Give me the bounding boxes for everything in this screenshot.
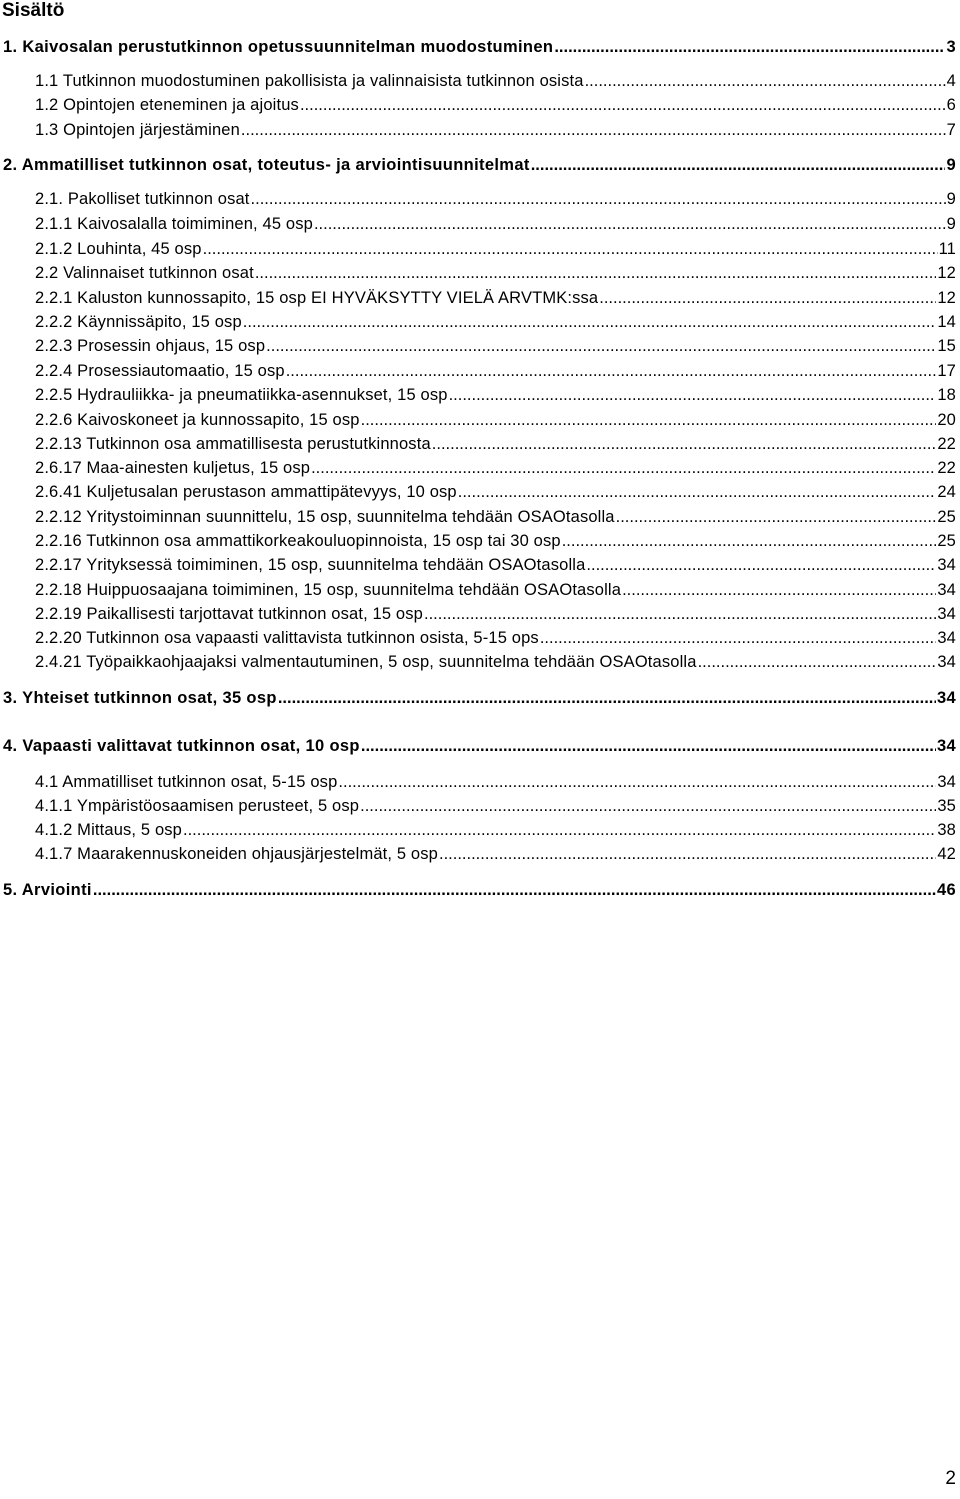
toc-dot-leader (314, 213, 946, 235)
toc-entry[interactable] (0, 262, 960, 284)
toc-entry-page: 11 (938, 240, 956, 258)
toc-entry-title: 4. Vapaasti valittavat tutkinnon osat, 10 osp (3, 737, 360, 755)
toc-entry-title: 3. Yhteiset tutkinnon osat, 35 osp (3, 689, 277, 707)
toc-entry-title: 1.2 Opintojen eteneminen ja ajoitus (35, 96, 299, 114)
toc-entry[interactable] (0, 530, 960, 552)
toc-entry-page: 42 (937, 845, 956, 863)
toc-entry-title: 2.2.16 Tutkinnon osa ammattikorkeakouluopinnoista, 15 osp tai 30 osp (35, 532, 561, 550)
toc-dot-leader (203, 238, 938, 260)
toc-entry-title: 2.2.2 Käynnissäpito, 15 osp (35, 313, 242, 331)
toc-entry[interactable] (0, 360, 960, 382)
toc-dot-leader (585, 70, 946, 92)
toc-entry-page: 9 (946, 215, 956, 233)
toc-entry-page: 7 (946, 121, 956, 139)
toc-entry-title: 5. Arviointi (3, 881, 92, 899)
toc-entry-title: 4.1 Ammatilliset tutkinnon osat, 5-15 osp (35, 773, 338, 791)
toc-entry[interactable] (0, 735, 960, 757)
toc-dot-leader (286, 360, 937, 382)
toc-dot-leader (251, 188, 946, 210)
toc-dot-leader (311, 457, 936, 479)
toc-entry[interactable] (0, 335, 960, 357)
toc-entry[interactable] (0, 213, 960, 235)
toc-entry-title: 1.3 Opintojen järjestäminen (35, 121, 240, 139)
toc-entry-page: 34 (936, 689, 956, 707)
toc-dot-leader (616, 506, 937, 528)
toc-dot-leader (586, 554, 936, 576)
toc-dot-leader (361, 735, 936, 757)
toc-entry[interactable] (0, 433, 960, 455)
toc-entry[interactable] (0, 843, 960, 865)
toc-dot-leader (243, 311, 937, 333)
toc-dot-leader (266, 335, 936, 357)
toc-entry-page: 34 (936, 737, 956, 755)
toc-entry-title: 2.2.5 Hydrauliikka- ja pneumatiikka-asennukset, 15 osp (35, 386, 448, 404)
toc-entry-page: 34 (937, 605, 956, 623)
toc-entry-title: 2.1. Pakolliset tutkinnon osat (35, 190, 250, 208)
toc-entry-page: 35 (937, 797, 956, 815)
toc-dot-leader (300, 94, 946, 116)
toc-entry[interactable] (0, 687, 960, 709)
toc-dot-leader (255, 262, 937, 284)
toc-entry-title: 2.2.1 Kaluston kunnossapito, 15 osp EI HYVÄKSYTTY VIELÄ ARVTMK:ssa (35, 289, 599, 307)
toc-entry-page: 24 (937, 483, 956, 501)
toc-entry[interactable] (0, 36, 960, 58)
toc-entry[interactable] (0, 554, 960, 576)
toc-entry-title: 2.4.21 Työpaikkaohjaajaksi valmentautuminen, 5 osp, suunnitelma tehdään OSAOtasolla (35, 653, 697, 671)
toc-dot-leader (278, 687, 936, 709)
toc-dot-leader (449, 384, 937, 406)
toc-entry-title: 2.1.1 Kaivosalalla toimiminen, 45 osp (35, 215, 313, 233)
toc-entry-title: 1.1 Tutkinnon muodostuminen pakollisista ja valinnaisista tutkinnon osista (35, 72, 584, 90)
toc-entry-title: 4.1.7 Maarakennuskoneiden ohjausjärjestelmät, 5 osp (35, 845, 438, 863)
toc-entry-page: 25 (937, 508, 956, 526)
toc-entry[interactable] (0, 819, 960, 841)
toc-dot-leader (554, 36, 945, 58)
toc-entry[interactable] (0, 384, 960, 406)
toc-entry-title: 2.6.17 Maa-ainesten kuljetus, 15 osp (35, 459, 311, 477)
toc-dot-leader (183, 819, 936, 841)
toc-entry[interactable] (0, 651, 960, 673)
toc-entry-title: 2.1.2 Louhinta, 45 osp (35, 240, 202, 258)
toc-entry[interactable] (0, 70, 960, 92)
toc-entry-title: 4.1.1 Ympäristöosaamisen perusteet, 5 osp (35, 797, 360, 815)
toc-entry-title: 2.2.4 Prosessiautomaatio, 15 osp (35, 362, 285, 380)
page-number: 2 (945, 1468, 956, 1489)
toc-entry[interactable] (0, 154, 960, 176)
toc-dot-leader (361, 409, 937, 431)
toc-entry-page: 18 (937, 386, 956, 404)
toc-entry-page: 20 (937, 411, 956, 429)
toc-entry[interactable] (0, 311, 960, 333)
toc-entry-page: 4 (946, 72, 956, 90)
toc-entry-title: 2.2.17 Yrityksessä toimiminen, 15 osp, suunnitelma tehdään OSAOtasolla (35, 556, 586, 574)
toc-entry-title: 2.2.6 Kaivoskoneet ja kunnossapito, 15 osp (35, 411, 360, 429)
toc-entry[interactable] (0, 287, 960, 309)
toc-dot-leader (622, 579, 936, 601)
toc-entry-title: 2.2.13 Tutkinnon osa ammatillisesta perustutkinnosta (35, 435, 431, 453)
toc-entry-title: 2.2.18 Huippuosaajana toimiminen, 15 osp, suunnitelma tehdään OSAOtasolla (35, 581, 622, 599)
toc-dot-leader (360, 795, 936, 817)
toc-entry-title: 2. Ammatilliset tutkinnon osat, toteutus- ja arviointisuunnitelmat (3, 156, 530, 174)
toc-entry[interactable] (0, 119, 960, 141)
toc-entry-title: 2.2.19 Paikallisesti tarjottavat tutkinnon osat, 15 osp (35, 605, 423, 623)
toc-entry-page: 12 (937, 264, 956, 282)
toc-entry-page: 9 (946, 190, 956, 208)
toc-entry[interactable] (0, 94, 960, 116)
toc-dot-leader (599, 287, 936, 309)
toc-entry-page: 9 (946, 156, 956, 174)
toc-entry-page: 34 (937, 556, 956, 574)
toc-entry-title: 2.2.20 Tutkinnon osa vapaasti valittavista tutkinnon osista, 5-15 ops (35, 629, 539, 647)
toc-entry-page: 34 (937, 773, 956, 791)
toc-entry[interactable] (0, 457, 960, 479)
toc-entry[interactable] (0, 481, 960, 503)
toc-dot-leader (531, 154, 946, 176)
toc-entry[interactable] (0, 409, 960, 431)
toc-dot-leader (241, 119, 946, 141)
toc-dot-leader (424, 603, 936, 625)
toc-entry-page: 12 (937, 289, 956, 307)
toc-entry-page: 15 (937, 337, 956, 355)
toc-entry[interactable] (0, 771, 960, 793)
toc-entry-page: 3 (946, 38, 956, 56)
toc-entry-page: 17 (937, 362, 956, 380)
toc-dot-leader (93, 879, 936, 901)
toc-entry[interactable] (0, 188, 960, 210)
toc-entry-page: 34 (937, 629, 956, 647)
toc-entry-title: 2.6.41 Kuljetusalan perustason ammattipätevyys, 10 osp (35, 483, 457, 501)
toc-dot-leader (338, 771, 936, 793)
toc-entry-page: 34 (937, 653, 956, 671)
toc-entry-page: 6 (946, 96, 956, 114)
toc-entry-title: 1. Kaivosalan perustutkinnon opetussuunnitelman muodostuminen (3, 38, 554, 56)
toc-entry-page: 34 (937, 581, 956, 599)
toc-dot-leader (698, 651, 937, 673)
toc-entry[interactable] (0, 795, 960, 817)
toc-entry[interactable] (0, 579, 960, 601)
toc-dot-leader (458, 481, 937, 503)
toc-entry-page: 25 (937, 532, 956, 550)
toc-entry-page: 22 (937, 459, 956, 477)
toc-entry[interactable] (0, 879, 960, 901)
toc-entry[interactable] (0, 506, 960, 528)
toc-dot-leader (540, 627, 937, 649)
toc-dot-leader (562, 530, 937, 552)
toc-dot-leader (439, 843, 936, 865)
toc-entry-title: 2.2.3 Prosessin ohjaus, 15 osp (35, 337, 266, 355)
toc-entry-title: 4.1.2 Mittaus, 5 osp (35, 821, 182, 839)
toc-heading: Sisältö (2, 0, 65, 21)
toc-entry-title: 2.2.12 Yritystoiminnan suunnittelu, 15 osp, suunnitelma tehdään OSAOtasolla (35, 508, 615, 526)
toc-entry[interactable] (0, 603, 960, 625)
toc-dot-leader (432, 433, 937, 455)
toc-entry-page: 46 (936, 881, 956, 899)
toc-entry-page: 22 (937, 435, 956, 453)
toc-entry-title: 2.2 Valinnaiset tutkinnon osat (35, 264, 254, 282)
toc-entry-page: 14 (937, 313, 956, 331)
toc-entry-page: 38 (937, 821, 956, 839)
toc-entry[interactable] (0, 238, 960, 260)
toc-entry[interactable] (0, 627, 960, 649)
